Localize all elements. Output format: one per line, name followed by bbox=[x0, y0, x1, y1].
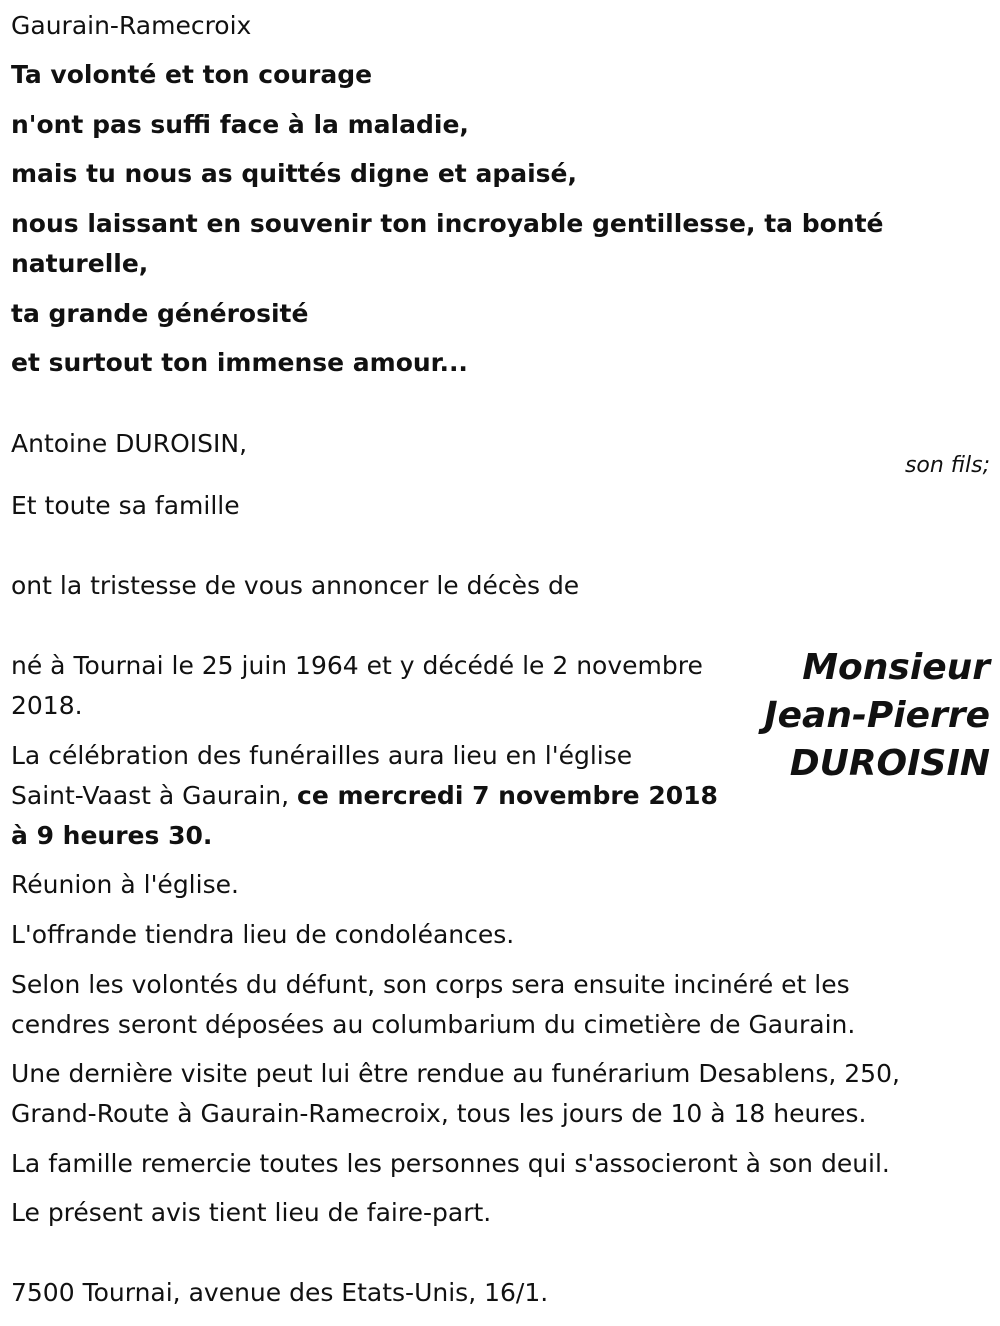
poem-line-4: nous laissant en souvenir ton incroyable gentillesse, ta bonté naturelle, bbox=[11, 209, 884, 278]
poem-line-6: et surtout ton immense amour... bbox=[11, 348, 468, 377]
family-address: 7500 Tournai, avenue des Etats-Unis, 16/1. bbox=[11, 1278, 549, 1307]
offering-info: L'offrande tiendra lieu de condoléances. bbox=[11, 920, 515, 949]
notice-statement: Le présent avis tient lieu de faire-part. bbox=[11, 1198, 492, 1227]
cremation-line-2: cendres seront déposées au columbarium du cimetière de Gaurain. bbox=[11, 1010, 856, 1039]
family-member-role: son fils; bbox=[904, 453, 990, 478]
poem-line-2: n'ont pas suffi face à la maladie, bbox=[11, 110, 469, 139]
ceremony-line-1: La célébration des funérailles aura lieu en l'église bbox=[11, 741, 633, 770]
birth-death-line-2: 2018. bbox=[11, 691, 83, 720]
poem-line-3: mais tu nous as quittés digne et apaisé, bbox=[11, 159, 578, 188]
poem-line-1: Ta volonté et ton courage bbox=[11, 60, 373, 89]
poem-line-5: ta grande générosité bbox=[11, 299, 309, 328]
visit-line-1: Une dernière visite peut lui être rendue au funérarium Desablens, 250, bbox=[11, 1059, 900, 1088]
family-member-name: Antoine DUROISIN, bbox=[11, 429, 248, 458]
deceased-name-block bbox=[764, 644, 990, 788]
deceased-title: Monsieur bbox=[802, 647, 990, 688]
deceased-first-name: Jean-Pierre bbox=[764, 695, 990, 736]
gathering-info: Réunion à l'église. bbox=[11, 870, 239, 899]
location-header: Gaurain-Ramecroix bbox=[11, 11, 252, 40]
birth-death-line-1: né à Tournai le 25 juin 1964 et y décédé le 2 novembre bbox=[11, 651, 703, 680]
family-others: Et toute sa famille bbox=[11, 491, 240, 520]
visit-line-2: Grand-Route à Gaurain-Ramecroix, tous les jours de 10 à 18 heures. bbox=[11, 1099, 867, 1128]
ceremony-place: Saint-Vaast à Gaurain, bbox=[11, 781, 297, 810]
ceremony-date: ce mercredi 7 novembre 2018 bbox=[297, 781, 718, 810]
announcement-intro: ont la tristesse de vous annoncer le décès de bbox=[11, 571, 580, 600]
family-thanks: La famille remercie toutes les personnes qui s'associeront à son deuil. bbox=[11, 1149, 890, 1178]
cremation-line-1: Selon les volontés du défunt, son corps sera ensuite incinéré et les bbox=[11, 970, 850, 999]
deceased-last-name: DUROISIN bbox=[789, 743, 990, 784]
ceremony-time: à 9 heures 30. bbox=[11, 821, 213, 850]
ceremony-line-2 bbox=[11, 776, 718, 816]
